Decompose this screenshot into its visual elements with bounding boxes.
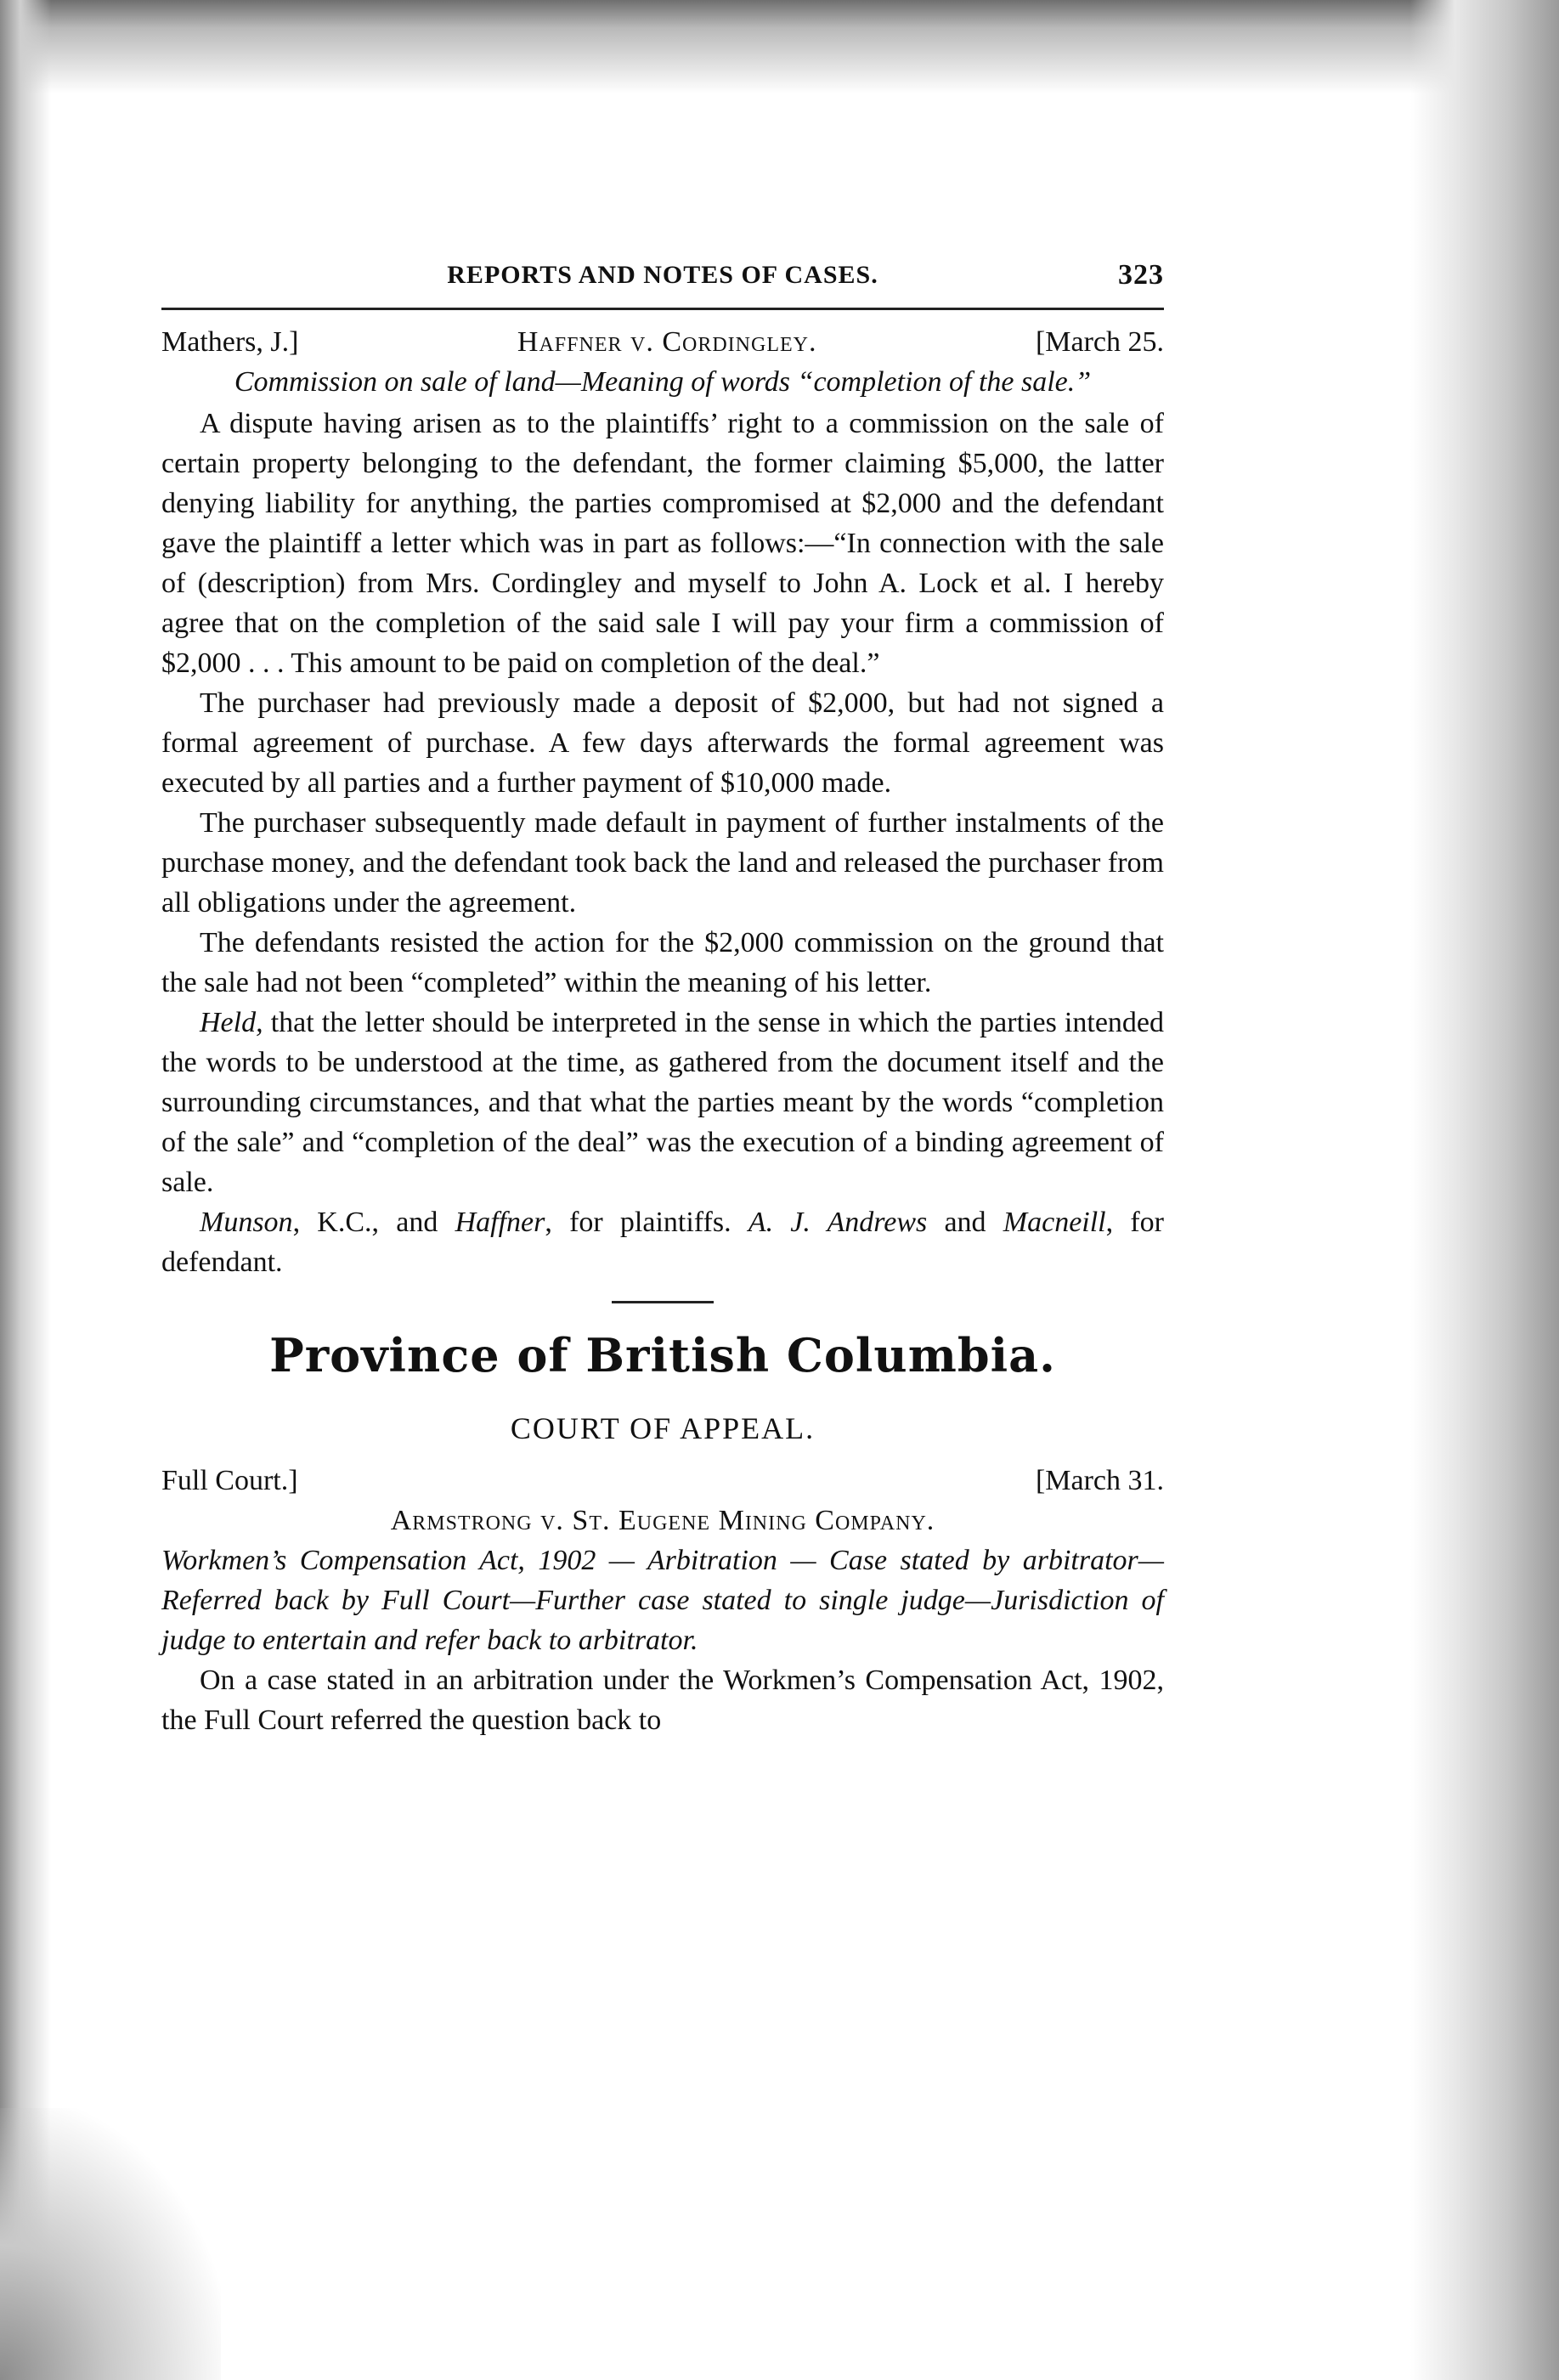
case2-headnote: Workmen’s Compensation Act, 1902 — Arbitration — Case stated by arbitrator—Referred back by Full Court—Further case stated to single judge—Jurisdiction of judge to entertain and refer back to arbitrator. [161, 1545, 1164, 1656]
counsel-text-3: and [927, 1207, 1003, 1238]
case1-counsel [161, 1202, 1164, 1282]
case2-date: [March 31. [1035, 1465, 1164, 1496]
scan-edge-top [0, 0, 1559, 93]
case1-held [161, 1003, 1164, 1202]
case2-court: Full Court.] [161, 1465, 298, 1496]
page-number: 323 [1118, 259, 1164, 291]
case1-date: [March 25. [1035, 326, 1164, 358]
counsel-text-2: , for plaintiffs. [545, 1207, 748, 1238]
case1-paragraph-2: The purchaser had previously made a deposit of $2,000, but had not signed a formal agreement of purchase. A few days afterwards the formal agreement was executed by all parties and a further payment of $10,000 made. [161, 687, 1164, 799]
counsel-name-3: A. J. Andrews [748, 1207, 928, 1238]
held-text: that the letter should be interpreted in the sense in which the parties intended the words to be understood at the time, as gathered from the document itself and the surrounding circumstances, and that what the parties meant by the words “completion of the sale” and “completion of the deal” was the execution of a binding agreement of sale. [161, 1007, 1164, 1198]
court-heading: COURT OF APPEAL. [510, 1411, 816, 1445]
page-body [161, 255, 1164, 1740]
counsel-name-2: Haffner [455, 1207, 545, 1238]
case2-caption [161, 1461, 1164, 1501]
case1-title: Haffner v. Cordingley. [517, 326, 817, 358]
running-head [161, 255, 1164, 299]
case1-judge: Mathers, J.] [161, 326, 299, 358]
scan-edge-right [1410, 0, 1559, 2380]
counsel-name-4: Macneill [1003, 1207, 1106, 1238]
case1-paragraph-4: The defendants resisted the action for the $2,000 commission on the ground that the sale had not been “completed” within the meaning of his letter. [161, 927, 1164, 998]
case2-title: Armstrong v. St. Eugene Mining Company. [390, 1505, 935, 1536]
held-label: Held, [200, 1007, 263, 1038]
province-heading: Province of British Columbia. [269, 1328, 1056, 1382]
header-rule [161, 308, 1164, 310]
running-head-title: REPORTS AND NOTES OF CASES. [447, 261, 878, 289]
section-divider [612, 1301, 714, 1303]
case1-paragraph-1: A dispute having arisen as to the plaintiffs’ right to a commission on the sale of certain property belonging to the defendant, the former claiming $5,000, the latter denying liability for anything, the parties compromised at $2,000 and the defendant gave the plaintiff a letter which was in part as follows:—“In connection with the sale of (description) from Mrs. Cordingley and myself to John A. Lock et al. I hereby agree that on the completion of the said sale I will pay your firm a commission of $2,000 . . . This amount to be paid on completion of the deal.” [161, 408, 1164, 679]
case2-paragraph-1: On a case stated in an arbitration under the Workmen’s Compensation Act, 1902, the Full Court referred the question back to [161, 1665, 1164, 1736]
counsel-text-4: , for defendant. [161, 1207, 1164, 1278]
scan-edge-bottom-left [0, 2108, 221, 2380]
case1-paragraph-3: The purchaser subsequently made default in payment of further instalments of the purchase money, and the defendant took back the land and released the purchaser from all obligations under the agreement. [161, 807, 1164, 919]
counsel-name-1: Munson [200, 1207, 293, 1238]
counsel-text-1: , K.C., and [292, 1207, 455, 1238]
case1-headnote: Commission on sale of land—Meaning of words “completion of the sale.” [234, 366, 1092, 398]
scan-edge-left [0, 0, 51, 2380]
case1-caption [161, 322, 1164, 362]
